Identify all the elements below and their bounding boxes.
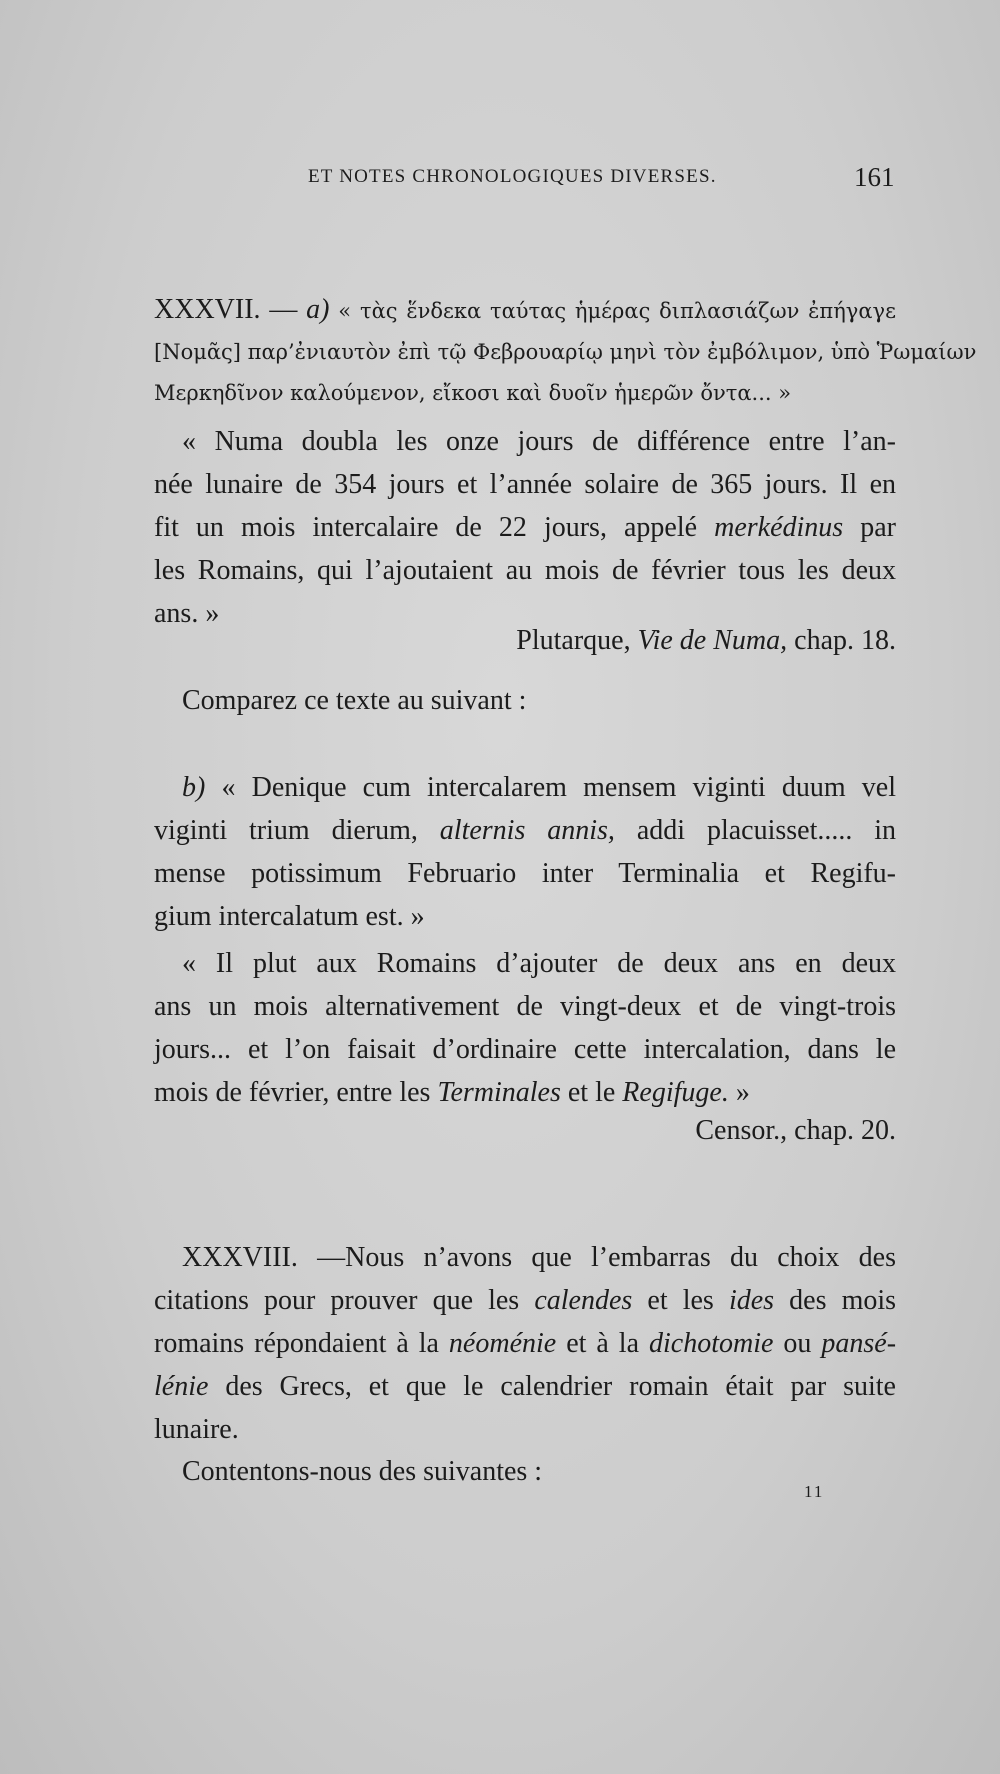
greek-line-1: XXXVII. — a) « τὰς ἕνδεκα ταύτας ἡμέρας διπλασιάζων ἐπήγαγε (154, 294, 896, 325)
text-line: lunaire. (154, 1414, 239, 1445)
text-line: « Il plut aux Romains d’ajouter de deux ans en deux (182, 948, 896, 979)
running-head-title: ET NOTES CHRONOLOGIQUES DIVERSES. (308, 166, 717, 187)
text-line: viginti trium dierum, alternis annis, addi placuisset..... in (154, 815, 897, 846)
section-xxxvii-greek (154, 289, 977, 414)
text-line: gium intercalatum est. » (154, 901, 425, 932)
section-xxxviii (154, 1236, 896, 1451)
text-line: mois de février, entre les Terminales et le Regifuge. » (154, 1077, 750, 1108)
text-line: les Romains, qui l’ajoutaient au mois de février tous les deux (154, 555, 896, 586)
text-line: b) « Denique cum intercalarem mensem viginti duum vel (182, 772, 897, 803)
section-xxxvii-b-translation (154, 942, 896, 1114)
text-line: ans. » (154, 598, 220, 629)
section-xxxvii-b-latin (154, 766, 896, 938)
citation-censorinus: Censor., chap. 20. (695, 1115, 896, 1146)
section-label: XXXVIII. (182, 1242, 298, 1273)
text-line: ans un mois alternativement de vingt-deux et de vingt-trois (154, 991, 896, 1022)
text-line: mense potissimum Februario inter Terminalia et Regifu- (154, 858, 896, 889)
section-label: XXXVII. (154, 294, 261, 325)
subsection-label-b: b) (182, 772, 206, 803)
section-xxxvii-translation (154, 420, 896, 635)
signature-mark: 11 (804, 1482, 825, 1501)
text-line: fit un mois intercalaire de 22 jours, appelé merkédinus par (154, 512, 896, 543)
text-line: jours... et l’on faisait d’ordinaire cette intercalation, dans le (154, 1034, 896, 1065)
text-line: XXXVIII. —Nous n’avons que l’embarras du choix des (182, 1242, 897, 1273)
closing-line: Contentons-nous des suivantes : (182, 1456, 543, 1487)
text-line: citations pour prouver que les calendes et les ides des mois (154, 1285, 897, 1316)
greek-line-3: Μερκηδῖνον καλούμενον, εἴκοσι καὶ δυοῖν ἡμερῶν ὄντα... » (154, 381, 792, 405)
text-line: « Numa doubla les onze jours de différence entre l’an- (182, 426, 896, 457)
compare-line: Comparez ce texte au suivant : (182, 685, 527, 716)
greek-line-2: [Νομᾶς] παρ’ἐνιαυτὸν ἐπὶ τῷ Φεβρουαρίῳ μηνὶ τὸν ἐμβόλιμον, ὑπὸ Ῥωμαίων (154, 340, 977, 364)
text-line: née lunaire de 354 jours et l’année solaire de 365 jours. Il en (154, 469, 896, 500)
page-number: 161 (854, 162, 895, 192)
text-line: lénie des Grecs, et que le calendrier romain était par suite (154, 1371, 896, 1402)
running-header (0, 162, 1000, 202)
citation-plutarch: Plutarque, Vie de Numa, chap. 18. (516, 625, 896, 656)
subsection-label-a: a) (306, 294, 330, 325)
text-line: romains répondaient à la néoménie et à la dichotomie ou pansé- (154, 1328, 897, 1359)
